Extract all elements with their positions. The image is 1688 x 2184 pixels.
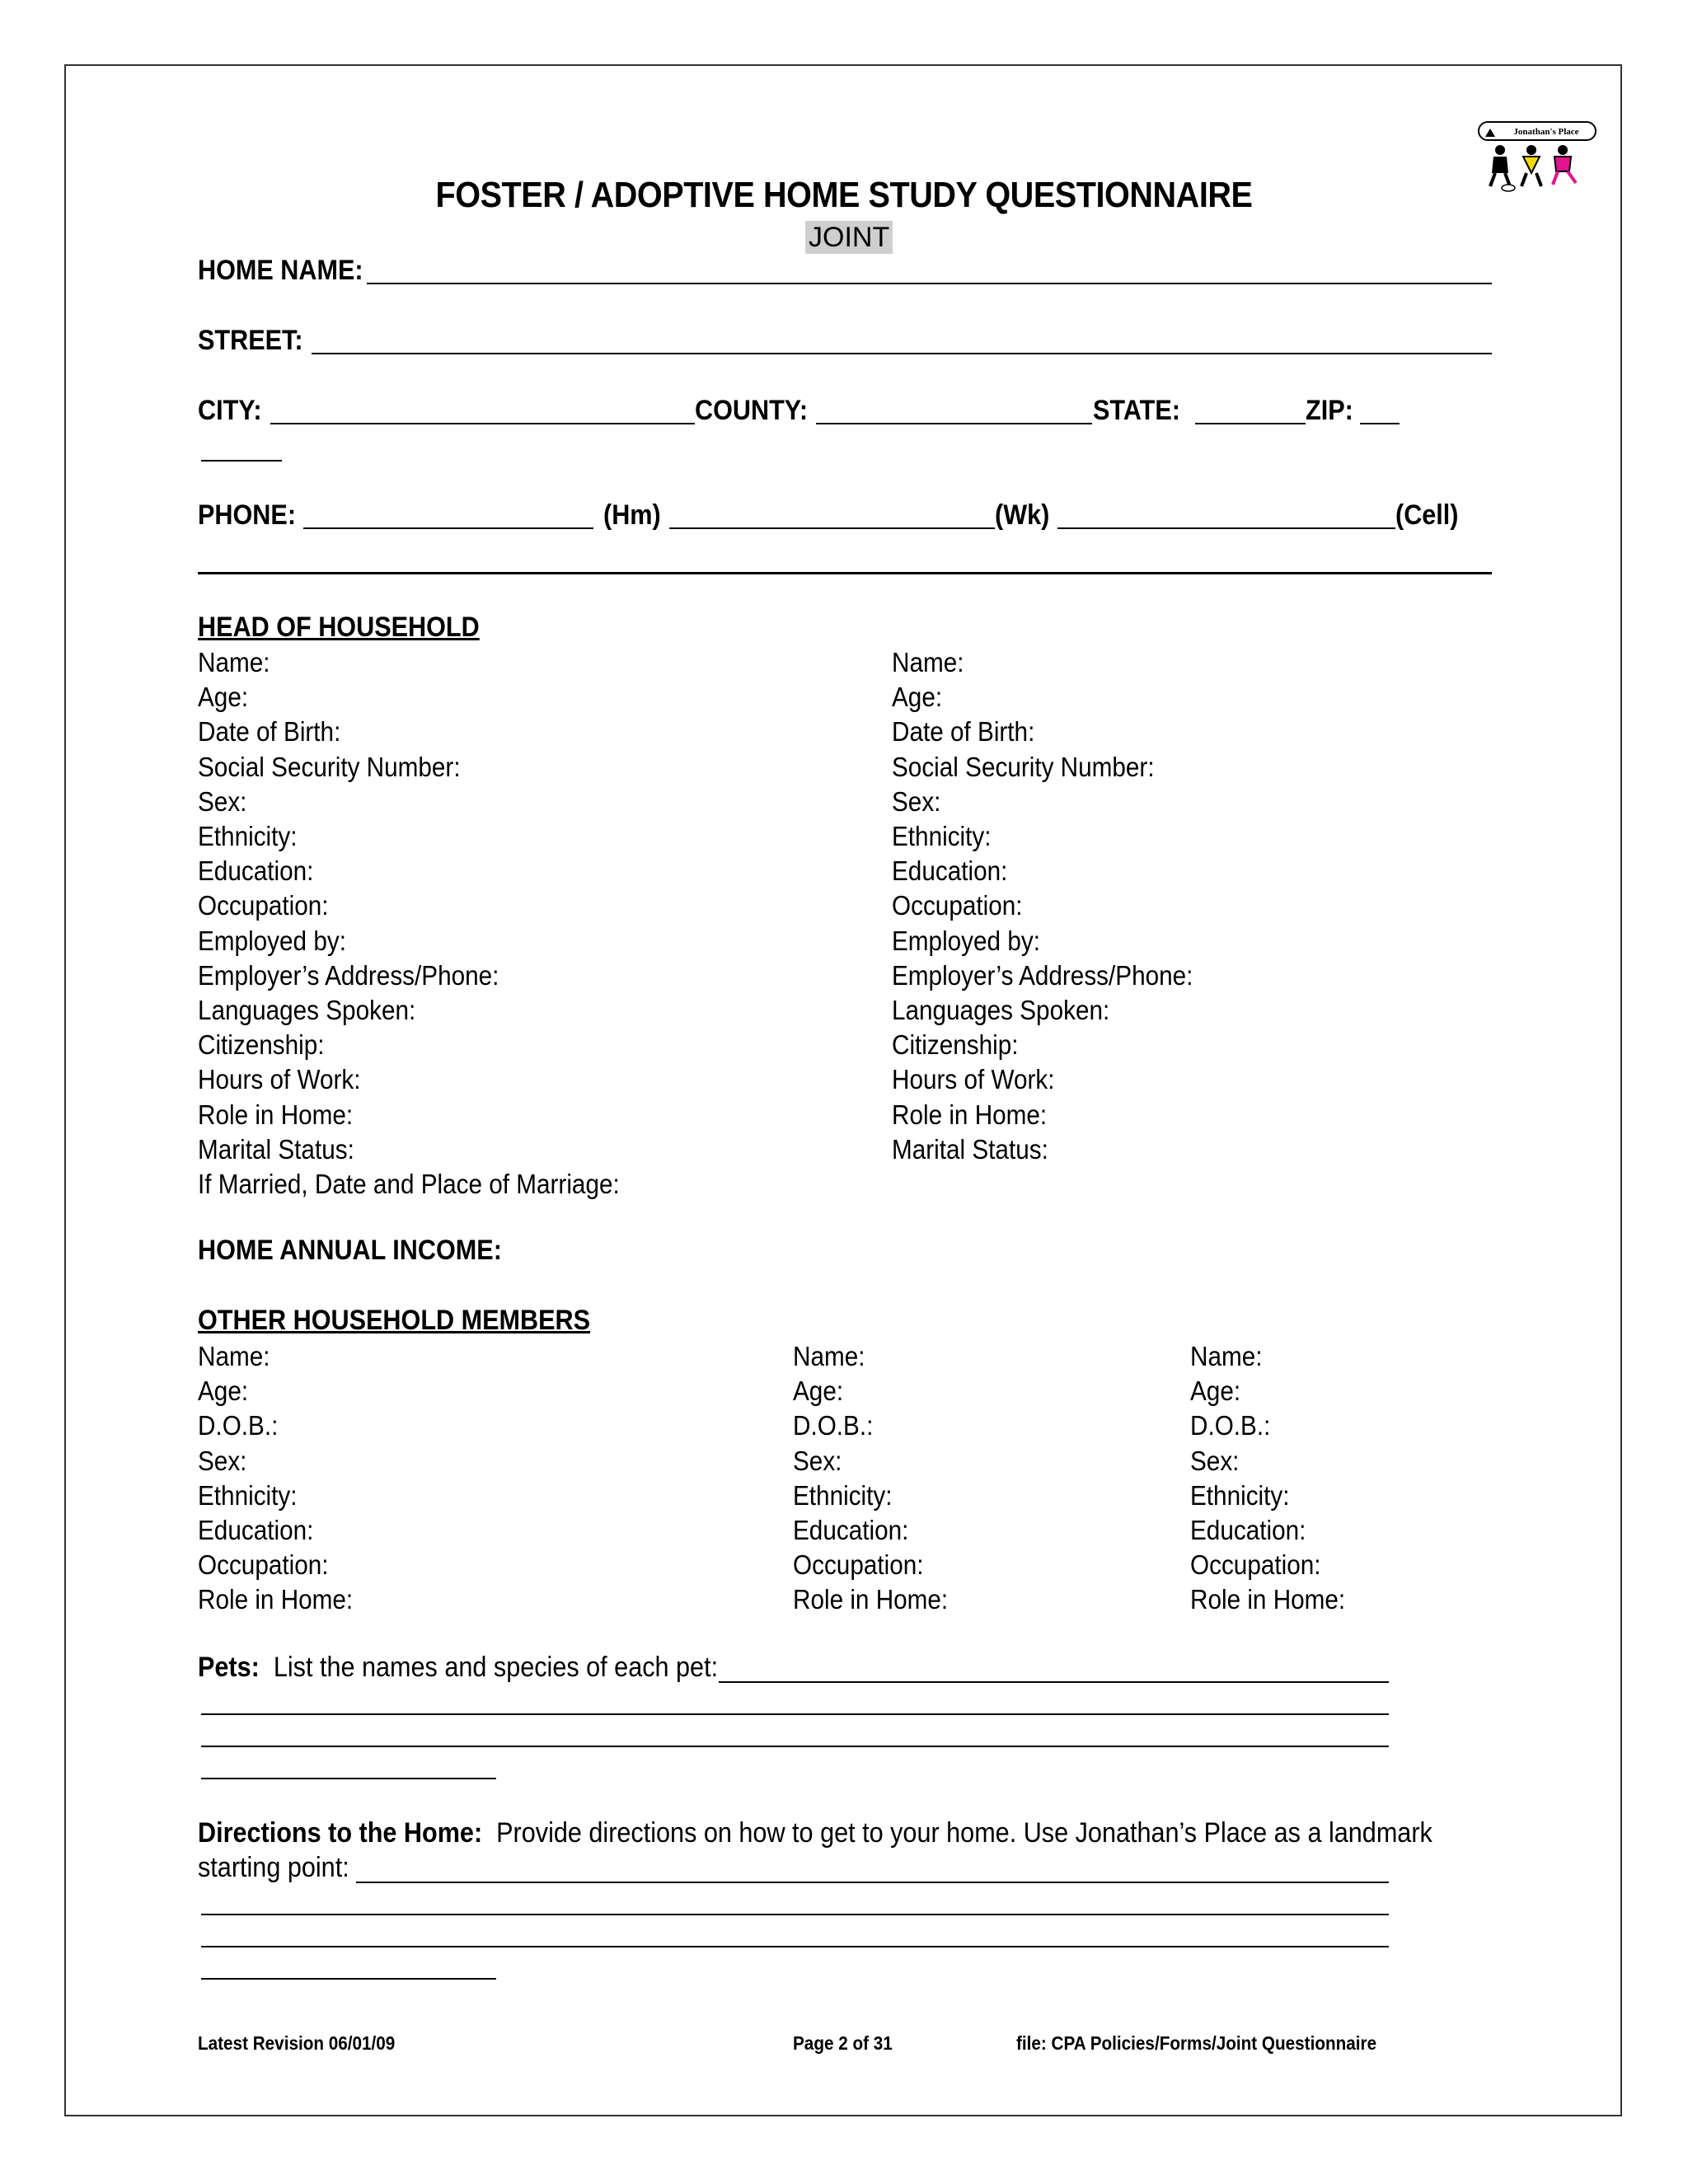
- member-field-label: Ethnicity:: [198, 1479, 298, 1511]
- footer-revision: Latest Revision 06/01/09: [198, 2032, 396, 2054]
- street-label: STREET:: [198, 325, 303, 356]
- member-column-2: [793, 1339, 948, 1618]
- pets-field-line-4[interactable]: [201, 1778, 496, 1779]
- city-field[interactable]: [270, 423, 695, 424]
- hoh2-field-label: Languages Spoken:: [892, 995, 1110, 1026]
- hoh2-field-label: Social Security Number:: [892, 751, 1155, 782]
- hoh1-field-label: Employed by:: [198, 925, 346, 956]
- pets-label: Pets:: [198, 1652, 260, 1683]
- hoh1-field-label: If Married, Date and Place of Marriage:: [198, 1169, 620, 1200]
- street-field[interactable]: [312, 353, 1492, 354]
- hoh2-field-label: Age:: [892, 682, 943, 713]
- hoh2-field-label: Employer’s Address/Phone:: [892, 959, 1193, 991]
- directions-field[interactable]: [356, 1882, 1389, 1883]
- directions-field-line-4[interactable]: [201, 1978, 496, 1980]
- member-field-label: Role in Home:: [1190, 1584, 1346, 1615]
- hoh2-field-label: Citizenship:: [892, 1029, 1019, 1061]
- county-label: COUNTY:: [695, 395, 809, 426]
- member-field-label: Sex:: [793, 1445, 842, 1476]
- footer-page-number: Page 2 of 31: [793, 2032, 893, 2054]
- head-of-household-right-column: [892, 645, 1193, 1167]
- directions-field-line-3[interactable]: [201, 1946, 1389, 1947]
- hoh1-field-label: Sex:: [198, 785, 247, 817]
- member-field-label: Ethnicity:: [793, 1479, 893, 1511]
- state-label: STATE:: [1093, 395, 1180, 426]
- member-field-label: D.O.B.:: [793, 1410, 874, 1441]
- hoh2-field-label: Hours of Work:: [892, 1064, 1055, 1095]
- member-field-label: Education:: [198, 1515, 314, 1546]
- hoh1-field-label: Role in Home:: [198, 1099, 354, 1130]
- member-field-label: Sex:: [1190, 1445, 1240, 1476]
- directions-text: Provide directions on how to get to your home. Use Jonathan’s Place as a landmark: [496, 1817, 1432, 1849]
- member-field-label: D.O.B.:: [198, 1410, 279, 1441]
- city-label: CITY:: [198, 395, 262, 426]
- hoh2-field-label: Marital Status:: [892, 1133, 1048, 1165]
- member-field-label: Name:: [793, 1341, 865, 1371]
- member-field-label: Name:: [198, 1341, 270, 1371]
- member-field-label: Age:: [793, 1376, 844, 1407]
- member-column-1: [198, 1339, 353, 1618]
- county-field[interactable]: [816, 423, 1092, 424]
- phone-wk-label: (Wk): [995, 499, 1050, 531]
- phone-hm-label: (Hm): [603, 499, 661, 531]
- phone-home-field[interactable]: [303, 527, 593, 529]
- zip-field[interactable]: [1360, 423, 1400, 424]
- hoh2-field-label: Employed by:: [892, 925, 1040, 956]
- hoh1-field-label: Date of Birth:: [198, 716, 341, 748]
- home-annual-income-label: HOME ANNUAL INCOME:: [198, 1235, 502, 1266]
- logo-text: Jonathan's Place: [1513, 127, 1579, 137]
- member-field-label: Ethnicity:: [1190, 1479, 1290, 1511]
- member-field-label: Sex:: [198, 1445, 247, 1476]
- hoh1-field-label: Marital Status:: [198, 1133, 354, 1165]
- directions-starting-point: starting point:: [198, 1852, 349, 1883]
- hoh2-field-label: Role in Home:: [892, 1099, 1048, 1130]
- hoh1-field-label: Hours of Work:: [198, 1064, 361, 1095]
- hoh2-field-label: Education:: [892, 855, 1008, 887]
- member-field-label: Role in Home:: [198, 1584, 354, 1615]
- joint-badge: JOINT: [805, 221, 893, 254]
- zip-field-continued[interactable]: [201, 460, 282, 462]
- hoh1-field-label: Occupation:: [198, 890, 329, 921]
- phone-cell-field[interactable]: [1057, 527, 1395, 529]
- member-field-label: Age:: [198, 1376, 249, 1407]
- member-field-label: Occupation:: [793, 1549, 924, 1581]
- pets-field-line-2[interactable]: [201, 1713, 1389, 1715]
- pets-prompt: [198, 1652, 718, 1684]
- member-field-label: D.O.B.:: [1190, 1410, 1271, 1441]
- member-field-label: Education:: [1190, 1515, 1306, 1546]
- other-household-members-heading: OTHER HOUSEHOLD MEMBERS: [198, 1305, 591, 1336]
- directions-prompt: [198, 1817, 1432, 1849]
- directions-label: Directions to the Home:: [198, 1817, 483, 1849]
- phone-cell-label: (Cell): [1395, 499, 1459, 531]
- phone-label: PHONE:: [198, 499, 297, 531]
- hoh2-field-label: Sex:: [892, 785, 941, 817]
- head-of-household-heading: HEAD OF HOUSEHOLD: [198, 612, 480, 643]
- home-name-field[interactable]: [367, 283, 1492, 284]
- member-field-label: Role in Home:: [793, 1584, 949, 1615]
- hoh2-field-label: Date of Birth:: [892, 716, 1035, 748]
- hoh1-field-label: Ethnicity:: [198, 821, 298, 852]
- hoh2-field-label: Ethnicity:: [892, 821, 992, 852]
- member-field-label: Occupation:: [1190, 1549, 1321, 1581]
- hoh1-field-label: Age:: [198, 682, 249, 713]
- pets-text: List the names and species of each pet:: [273, 1652, 719, 1683]
- member-field-label: Occupation:: [198, 1549, 329, 1581]
- state-field[interactable]: [1195, 423, 1306, 424]
- hoh1-field-label: Citizenship:: [198, 1029, 325, 1061]
- hoh1-field-label: Education:: [198, 855, 314, 887]
- zip-label: ZIP:: [1306, 395, 1353, 426]
- hoh1-field-label: Social Security Number:: [198, 751, 461, 782]
- hoh1-field-label: Employer’s Address/Phone:: [198, 959, 499, 991]
- page-title: FOSTER / ADOPTIVE HOME STUDY QUESTIONNAIRE: [435, 175, 1253, 215]
- hoh1-field-label: Languages Spoken:: [198, 995, 416, 1026]
- pets-field-line-3[interactable]: [201, 1746, 1389, 1747]
- footer-file-path: file: CPA Policies/Forms/Joint Questionnaire: [1016, 2032, 1377, 2054]
- member-column-3: [1190, 1339, 1345, 1618]
- directions-field-line-2[interactable]: [201, 1914, 1389, 1915]
- pets-field[interactable]: [719, 1681, 1389, 1683]
- hoh1-field-label: Name:: [198, 647, 270, 677]
- hoh2-field-label: Name:: [892, 647, 964, 677]
- home-name-label: HOME NAME:: [198, 255, 363, 286]
- hoh2-field-label: Occupation:: [892, 890, 1023, 921]
- member-field-label: Name:: [1190, 1341, 1263, 1371]
- head-of-household-left-column: [198, 645, 620, 1202]
- section-divider: [198, 572, 1492, 574]
- member-field-label: Education:: [793, 1515, 909, 1546]
- phone-work-field[interactable]: [669, 527, 995, 529]
- member-field-label: Age:: [1190, 1376, 1241, 1407]
